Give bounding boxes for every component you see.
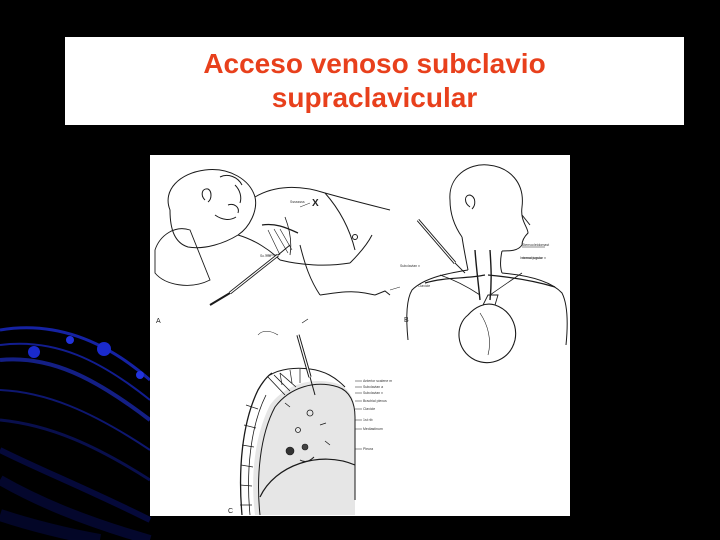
svg-text:Sc.-cla: Sc.-cla bbox=[260, 254, 271, 258]
svg-text:Mediastinum: Mediastinum bbox=[363, 427, 383, 431]
panel-label-a: A bbox=[156, 318, 161, 325]
svg-text:Clavicle: Clavicle bbox=[363, 407, 376, 411]
slide-title bbox=[203, 47, 545, 115]
svg-text:Sternocleidomast: Sternocleidomast bbox=[522, 243, 550, 247]
illustration-drawing bbox=[150, 155, 570, 516]
svg-text:Subclavian v: Subclavian v bbox=[363, 391, 383, 395]
anatomy-illustration bbox=[150, 155, 570, 516]
title-line-1: Acceso venoso subclavio bbox=[203, 48, 546, 79]
decorative-dot bbox=[28, 346, 40, 358]
marker-x: X bbox=[312, 198, 319, 209]
svg-text:Anterior scalene m: Anterior scalene m bbox=[363, 379, 393, 383]
panel-c-drawing bbox=[228, 319, 392, 515]
panel-label-c: C bbox=[228, 508, 234, 515]
panel-a-drawing bbox=[155, 170, 400, 325]
title-banner bbox=[65, 37, 684, 125]
svg-text:Brachial plexus: Brachial plexus bbox=[363, 399, 387, 403]
svg-text:Subclavian a: Subclavian a bbox=[363, 385, 384, 389]
title-line-2: supraclavicular bbox=[271, 82, 478, 113]
svg-text:Pleura: Pleura bbox=[363, 447, 374, 451]
panel-label-b: B bbox=[404, 317, 409, 324]
svg-text:1st rib: 1st rib bbox=[363, 418, 373, 422]
panel-b-drawing bbox=[400, 165, 567, 363]
svg-text:Clavicle: Clavicle bbox=[418, 284, 431, 288]
svg-text:Ssssssss: Ssssssss bbox=[290, 200, 305, 204]
svg-text:Subclavian v: Subclavian v bbox=[400, 264, 420, 268]
svg-text:Internal jugular v: Internal jugular v bbox=[520, 256, 546, 260]
